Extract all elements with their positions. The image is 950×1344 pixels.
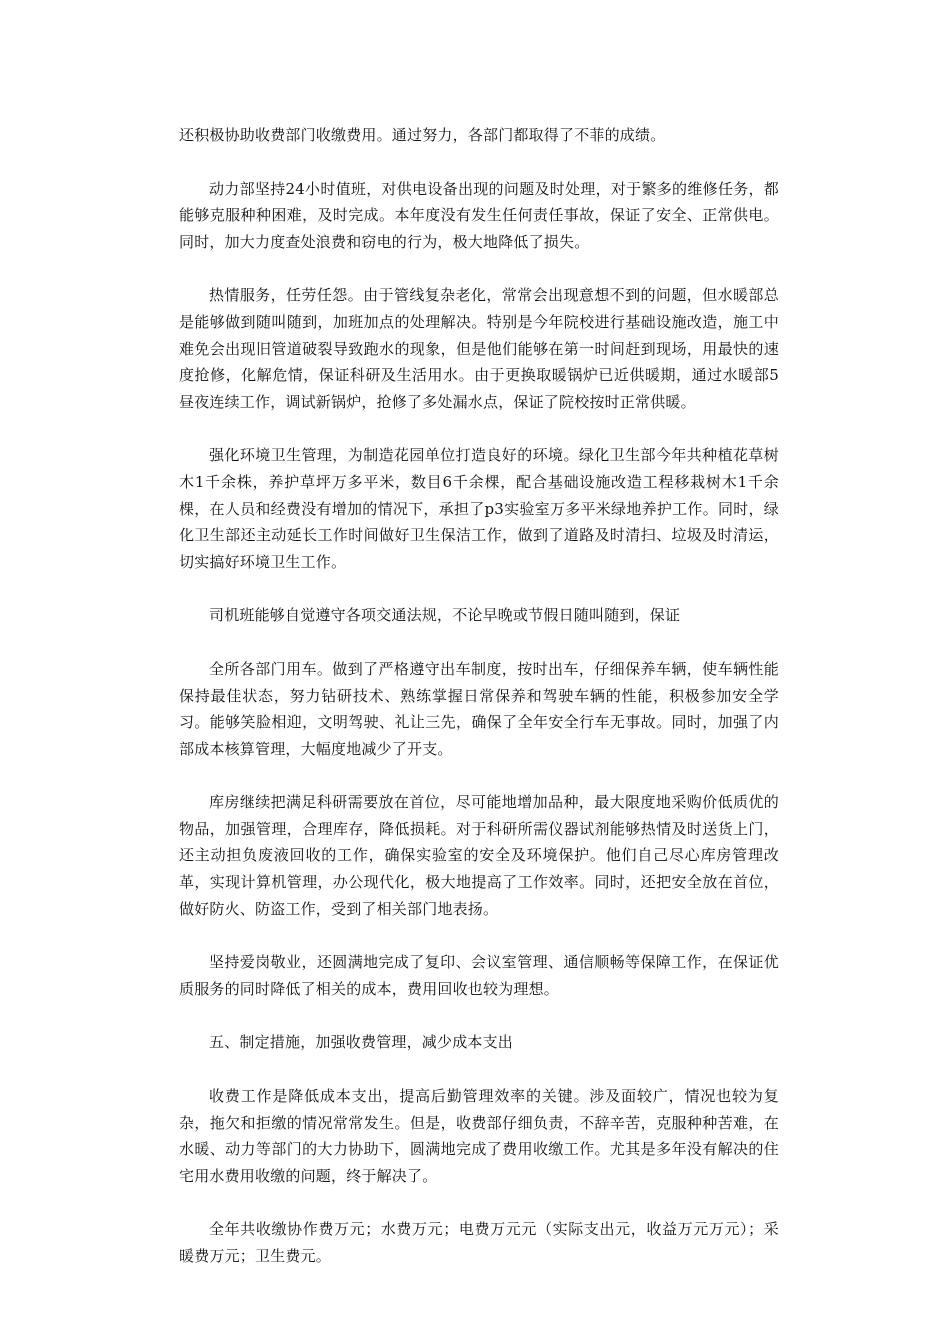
- paragraph-environment-sanitation: 强化环境卫生管理，为制造花园单位打造良好的环境。绿化卫生部今年共种植花草树木1千余株，养护草坪万多平米，数目6千余棵，配合基础设施改造工程移栽树木1千余棵，在人员和经费没有增加的情况下，承担了p3实验室万多平米绿地养护工作。同时，绿化卫生部还主动延长工作时间做好卫生保洁工作，做到了道路及时清扫、垃圾及时清运，切实搞好环境卫生工作。: [179, 446, 779, 571]
- paragraph-power-department: 动力部坚持24小时值班，对供电设备出现的问题及时处理，对于繁多的维修任务，都能够克服种种困难，及时完成。本年度没有发生任何责任事故，保证了安全、正常供电。同时，加大力度查处浪费和窃电的行为，极大地降低了损失。: [179, 179, 779, 251]
- document-body: [179, 122, 779, 1297]
- paragraph-driver-team-intro: 司机班能够自觉遵守各项交通法规，不论早晚或节假日随叫随到，保证: [209, 606, 681, 625]
- paragraph-plumbing-heating: 热情服务，任劳任怨。由于管线复杂老化，常常会出现意想不到的问题，但水暖部总是能够做到随叫随到，加班加点的处理解决。特别是今年院校进行基础设施改造，施工中难免会出现旧管道破裂导致跑水的现象，但是他们能够在第一时间赶到现场，用最快的速度抢修，化解危情，保证科研及生活用水。由于更换取暖锅炉已近供暖期，通过水暖部5昼夜连续工作，调试新锅炉，抢修了多处漏水点，保证了院校按时正常供暖。: [179, 286, 779, 411]
- paragraph-fee-collection: 收费工作是降低成本支出，提高后勤管理效率的关键。涉及面较广，情况也较为复杂，拖欠和拒缴的情况常常发生。但是，收费部仔细负责，不辞辛苦，克服种种苦难，在水暖、动力等部门的大力协助下，圆满地完成了费用收缴工作。尤其是多年没有解决的住宅用水费用收缴的问题，终于解决了。: [179, 1087, 779, 1185]
- paragraph-warehouse: 库房继续把满足科研需要放在首位，尽可能地增加品种，最大限度地采购价低质优的物品，加强管理，合理库存，降低损耗。对于科研所需仪器试剂能够热情及时送货上门，还主动担负废液回收的工作，确保实验室的安全及环境保护。他们自己尽心库房管理改革，实现计算机管理，办公现代化，极大地提高了工作效率。同时，还把安全放在首位，做好防火、防盗工作，受到了相关部门地表扬。: [179, 793, 779, 918]
- section-heading-fee-management: 五、制定措施，加强收费管理，减少成本支出: [209, 1033, 514, 1052]
- paragraph-support-services: 坚持爱岗敬业，还圆满地完成了复印、会议室管理、通信顺畅等保障工作，在保证优质服务的同时降低了相关的成本，费用回收也较为理想。: [179, 953, 779, 998]
- paragraph-driver-team-details: 全所各部门用车。做到了严格遵守出车制度，按时出车，仔细保养车辆，使车辆性能保持最佳状态，努力钻研技术、熟练掌握日常保养和驾驶车辆的性能，积极参加安全学习。能够笑脸相迎，文明驾驶、礼让三先，确保了全年安全行车无事故。同时，加强了内部成本核算管理，大幅度地减少了开支。: [179, 659, 779, 758]
- paragraph-annual-fees: 全年共收缴协作费万元；水费万元；电费万元元（实际支出元，收益万元万元）；采暖费万元；卫生费元。: [179, 1220, 779, 1265]
- paragraph-collection-summary: 还积极协助收费部门收缴费用。通过努力，各部门都取得了不菲的成绩。: [179, 126, 666, 144]
